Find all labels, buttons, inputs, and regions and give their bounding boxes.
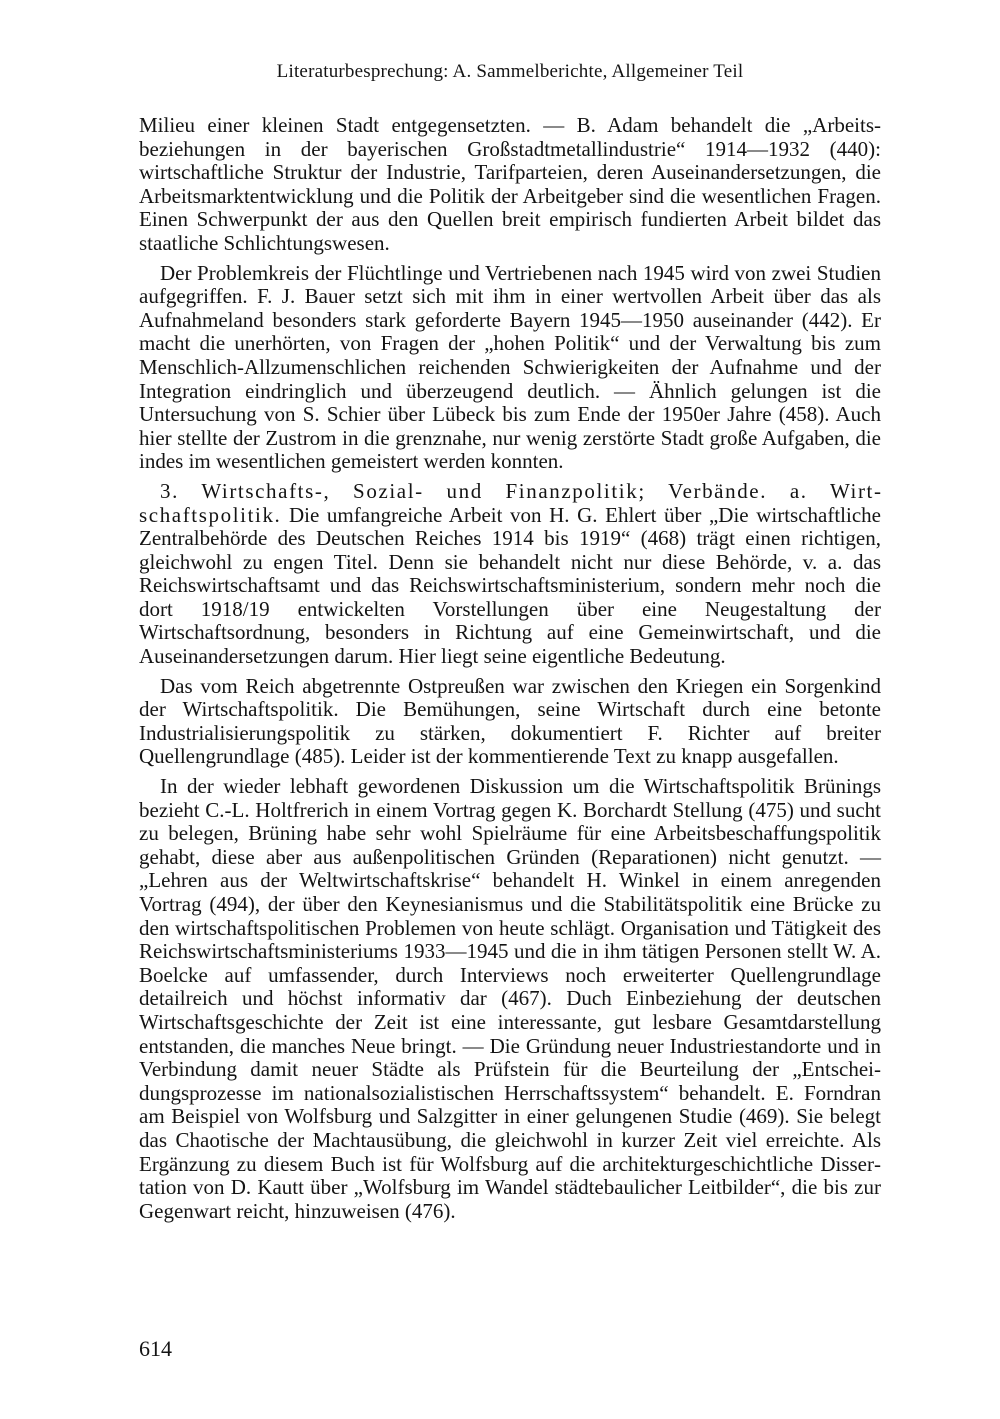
page-number: 614 [139, 1336, 172, 1361]
paragraph-1: Milieu einer kleinen Stadt entgegensetzten. — B. Adam behandelt die „Arbeitsbeziehungen in der bayerischen Großstadtmetallindustrie“ 1914—1932 (440): wirtschaftliche Struktur der Industrie, Tarifparteien, deren Auseinandersetzungen, die Arbeitsmarktentwicklung und die Politik der Arbeitgeber sind die wesentlichen Fragen. Einen Schwerpunkt der aus den Quellen breit empirisch fundierten Arbeit bildet das staatliche Schlichtungswesen. [139, 113, 881, 255]
section-heading: 3. Wirtschafts-, Sozial- und Finanzpolitik; Verbände. a. Wirtschaftspolitik. [139, 478, 881, 527]
running-head: Literaturbesprechung: A. Sammelberichte, Allgemeiner Teil [276, 61, 744, 82]
paragraph-5: In der wieder lebhaft gewordenen Diskussion um die Wirtschaftspolitik Brünings bezieht C.-L. Holtfrerich in einem Vortrag gegen K. Borchardt Stellung (475) und sucht zu belegen, Brüning habe sehr wohl Spielräume für eine Arbeitsbeschaffungspolitik gehabt, diese aber aus außenpolitischen Gründen (Reparationen) nicht genutzt. — „Lehren aus der Weltwirtschaftskrise“ behandelt H. Winkel in einem anregenden Vortrag (494), der über den Keynesianismus und die Stabilitätspolitik eine Brücke zu den wirtschaftspolitischen Problemen von heute schlägt. Organisation und Tätigkeit des Reichswirtschaftsministeriums 1933—1945 und die in ihm tätigen Personen stellt W. A. Boelcke auf umfassender, durch Interviews noch erweiterter Quellengrundlage detailreich und höchst informativ dar (467). Duch Einbeziehung der deutschen Wirtschaftsgeschichte der Zeit ist eine interessante, gut lesbare Gesamtdarstellung entstanden, die manches Neue bringt. — Die Gründung neuer Industriestandorte und in Verbindung damit neuer Städte als Prüfstein für die Beurteilung der „Entscheidungsprozesse im nationalsozialistischen Herrschaftssystem“ behandelt. E. Forndran am Beispiel von Wolfsburg und Salzgitter in einer gelungenen Studie (469). Sie belegt das Chaotische der Machtausübung, die gleichwohl in kurzer Zeit viel erreichte. Als Ergänzung zu diesem Buch ist für Wolfsburg auf die architekturgeschichtliche Dissertation von D. Kautt über „Wolfsburg im Wandel städtebaulicher Leitbilder“, die bis zur Gegenwart reicht, hinzuweisen (476). [139, 774, 881, 1223]
paragraph-2: Der Problemkreis der Flüchtlinge und Vertriebenen nach 1945 wird von zwei Studien aufgegriffen. F. J. Bauer setzt sich mit ihm in einer wertvollen Arbeit über das als Aufnahmeland besonders stark geforderte Bayern 1945—1950 auseinander (442). Er macht die unerhörten, von Fragen der „hohen Politik“ und der Verwaltung bis zum Menschlich-Allzumenschlichen reichenden Schwierigkeiten der Aufnahme und der Integration eindringlich und überzeugend deutlich. — Ähnlich gelungen ist die Untersuchung von S. Schier über Lübeck bis zum Ende der 1950er Jahre (458). Auch hier stellte der Zustrom in die grenznahe, nur wenig zerstörte Stadt große Aufgaben, die indes im wesentlichen gemeistert werden konnten. [139, 260, 881, 474]
paragraph-4: Das vom Reich abgetrennte Ostpreußen war zwischen den Kriegen ein Sorgenkind der Wirtschaftspolitik. Die Bemühungen, seine Wirtschaft durch eine betonte Industrialisierungspolitik zu stärken, dokumentiert F. Richter auf breiter Quellengrundlage (485). Leider ist der kommentierende Text zu knapp ausgefallen. [139, 673, 881, 769]
paragraph-3-text: Die umfangreiche Arbeit von H. G. Ehlert über „Die wirtschaftliche Zentralbehörde des Deutschen Reiches 1914 bis 1919“ (468) trägt einen richtigen, gleichwohl zu engen Titel. Denn sie behandelt nicht nur diese Behörde, v. a. das Reichswirtschaftsamt und das Reichswirtschaftsministerium, sondern mehr noch die dort 1918/19 entwickelten Vorstellungen über eine Neugestaltung der Wirtschaftsordnung, besonders in Richtung auf eine Gemeinwirtschaft, und die Auseinandersetzungen darum. Hier liegt seine eigentliche Bedeutung. [139, 502, 881, 669]
paragraph-3 [139, 480, 881, 669]
body-text [139, 114, 881, 1229]
